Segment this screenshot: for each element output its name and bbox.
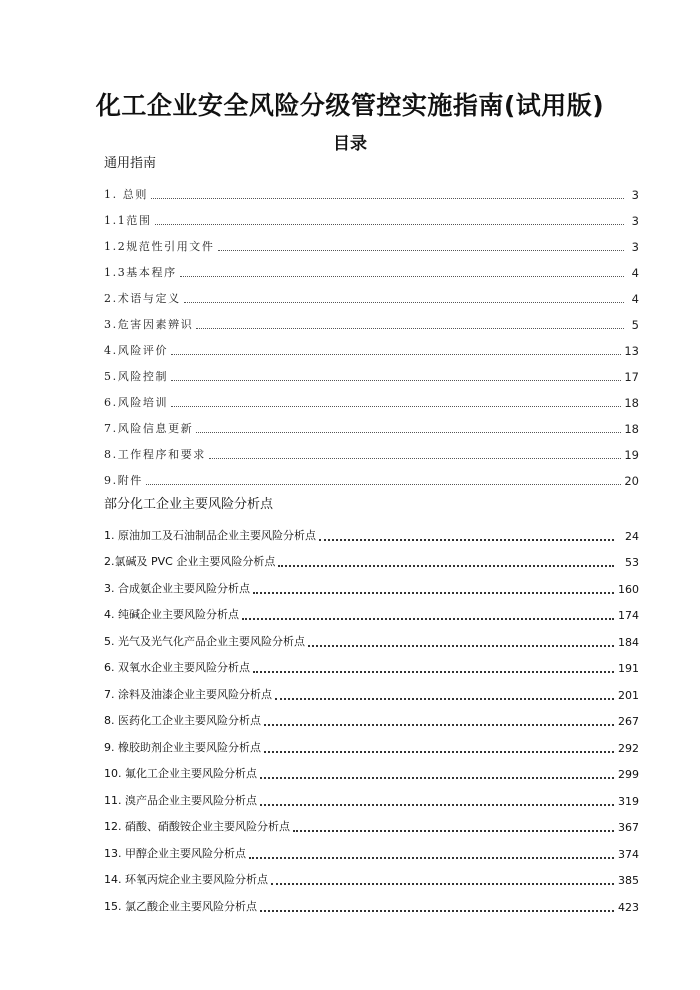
toc-dot-leader (171, 406, 621, 407)
toc-entry-label: 13. 甲醇企业主要风险分析点 (104, 846, 246, 860)
toc-entry-page-number: 18 (624, 422, 639, 436)
toc-entry-page-number: 299 (618, 768, 639, 781)
toc-entry-page-number: 4 (631, 292, 639, 306)
toc-entry[interactable] (104, 702, 639, 729)
toc-dot-leader (249, 857, 614, 859)
toc-dot-leader (218, 250, 625, 251)
toc-entry[interactable] (104, 569, 639, 596)
risk-analysis-toc (104, 516, 639, 914)
toc-dot-leader (209, 458, 621, 459)
toc-dot-leader (196, 432, 621, 433)
toc-dot-leader (171, 380, 621, 381)
toc-entry[interactable] (104, 675, 639, 702)
toc-entry-label: 4. 纯碱企业主要风险分析点 (104, 608, 239, 621)
toc-entry-page-number: 5 (631, 318, 639, 332)
toc-entry[interactable] (104, 596, 639, 623)
toc-dot-leader (171, 354, 621, 355)
general-guide-heading: 通用指南 (104, 156, 157, 171)
toc-entry[interactable] (104, 622, 639, 649)
toc-entry[interactable] (104, 516, 639, 543)
toc-heading: 目录 (333, 134, 367, 154)
toc-entry-page-number: 423 (618, 900, 639, 914)
toc-entry[interactable] (104, 649, 639, 676)
toc-entry-label: 5. 光气及光气化产品企业主要风险分析点 (104, 634, 305, 648)
risk-analysis-heading: 部分化工企业主要风险分析点 (104, 497, 274, 512)
toc-dot-leader (146, 484, 621, 485)
toc-entry-page-number: 160 (618, 582, 639, 596)
toc-dot-leader (155, 224, 625, 225)
toc-entry-page-number: 201 (618, 688, 639, 702)
toc-entry[interactable] (104, 728, 639, 755)
toc-entry[interactable] (104, 543, 639, 570)
toc-entry-label: 1. 总则 (104, 188, 148, 201)
toc-entry[interactable] (104, 332, 639, 358)
toc-entry[interactable] (104, 202, 639, 228)
toc-entry-page-number: 191 (618, 662, 639, 675)
toc-dot-leader (260, 910, 614, 912)
toc-entry-page-number: 17 (624, 370, 639, 384)
toc-entry-page-number: 367 (618, 821, 639, 834)
toc-entry-page-number: 53 (625, 556, 639, 569)
toc-entry-page-number: 19 (624, 448, 639, 462)
toc-entry-label: 9.附件 (104, 474, 143, 487)
toc-dot-leader (151, 198, 624, 199)
toc-entry-page-number: 20 (624, 474, 639, 488)
toc-entry[interactable] (104, 808, 639, 835)
toc-entry-label: 1.3基本程序 (104, 266, 177, 279)
toc-dot-leader (242, 618, 614, 620)
toc-entry-label: 15. 氯乙酸企业主要风险分析点 (104, 899, 257, 913)
general-guide-toc (104, 176, 639, 488)
toc-dot-leader (260, 804, 614, 806)
toc-entry-label: 3.危害因素辨识 (104, 318, 194, 331)
toc-entry[interactable] (104, 462, 639, 488)
toc-entry[interactable] (104, 755, 639, 782)
toc-dot-leader (260, 777, 614, 779)
toc-entry[interactable] (104, 358, 639, 384)
toc-entry-label: 9. 橡胶助剂企业主要风险分析点 (104, 740, 261, 754)
toc-dot-leader (184, 302, 624, 303)
toc-entry-label: 3. 合成氨企业主要风险分析点 (104, 581, 250, 595)
toc-dot-leader (253, 592, 614, 594)
toc-dot-leader (275, 698, 614, 700)
toc-entry[interactable] (104, 254, 639, 280)
toc-entry-label: 2.术语与定义 (104, 292, 181, 305)
toc-entry-page-number: 374 (618, 847, 639, 861)
toc-entry-page-number: 174 (618, 609, 639, 622)
toc-entry-label: 7.风险信息更新 (104, 422, 194, 435)
toc-entry[interactable] (104, 887, 639, 914)
toc-entry[interactable] (104, 176, 639, 202)
toc-entry[interactable] (104, 834, 639, 861)
toc-entry-page-number: 319 (618, 794, 639, 808)
toc-dot-leader (264, 751, 614, 753)
toc-dot-leader (308, 645, 614, 647)
toc-entry-page-number: 18 (624, 396, 639, 410)
toc-entry[interactable] (104, 436, 639, 462)
toc-entry-page-number: 3 (631, 188, 639, 202)
toc-dot-leader (264, 724, 614, 726)
toc-entry-label: 5.风险控制 (104, 370, 169, 383)
toc-entry-page-number: 385 (618, 874, 639, 887)
toc-entry-label: 4.风险评价 (104, 344, 169, 357)
toc-entry[interactable] (104, 306, 639, 332)
toc-entry-label: 2.氯碱及 PVC 企业主要风险分析点 (104, 555, 276, 568)
toc-dot-leader (319, 539, 614, 541)
toc-entry-label: 12. 硝酸、硝酸铵企业主要风险分析点 (104, 820, 290, 833)
toc-entry[interactable] (104, 781, 639, 808)
toc-entry-label: 1. 原油加工及石油制品企业主要风险分析点 (104, 528, 316, 542)
toc-entry[interactable] (104, 280, 639, 306)
document-title: 化工企业安全风险分级管控实施指南(试用版) (95, 91, 605, 120)
toc-entry-page-number: 4 (631, 266, 639, 280)
toc-entry-label: 8. 医药化工企业主要风险分析点 (104, 714, 261, 727)
toc-entry-label: 6. 双氧水企业主要风险分析点 (104, 661, 250, 674)
toc-entry-page-number: 292 (618, 741, 639, 755)
toc-entry-page-number: 184 (618, 635, 639, 649)
toc-dot-leader (180, 276, 624, 277)
toc-entry-page-number: 3 (631, 214, 639, 228)
toc-entry-page-number: 13 (624, 344, 639, 358)
toc-dot-leader (271, 883, 614, 885)
toc-entry[interactable] (104, 861, 639, 888)
toc-entry-page-number: 3 (631, 240, 639, 254)
toc-entry-label: 7. 涂料及油漆企业主要风险分析点 (104, 687, 272, 701)
toc-dot-leader (278, 565, 614, 567)
toc-entry-page-number: 24 (625, 529, 639, 543)
toc-entry[interactable] (104, 384, 639, 410)
toc-entry-label: 8.工作程序和要求 (104, 448, 206, 461)
toc-entry-page-number: 267 (618, 715, 639, 728)
toc-entry-label: 1.1范围 (104, 214, 152, 227)
toc-entry-label: 14. 环氧丙烷企业主要风险分析点 (104, 873, 268, 886)
toc-dot-leader (196, 328, 624, 329)
toc-dot-leader (253, 671, 614, 673)
toc-entry-label: 11. 溴产品企业主要风险分析点 (104, 793, 257, 807)
toc-entry[interactable] (104, 410, 639, 436)
toc-entry[interactable] (104, 228, 639, 254)
toc-entry-label: 6.风险培训 (104, 396, 169, 409)
toc-dot-leader (293, 830, 614, 832)
toc-entry-label: 1.2规范性引用文件 (104, 240, 215, 253)
toc-entry-label: 10. 氟化工企业主要风险分析点 (104, 767, 257, 780)
